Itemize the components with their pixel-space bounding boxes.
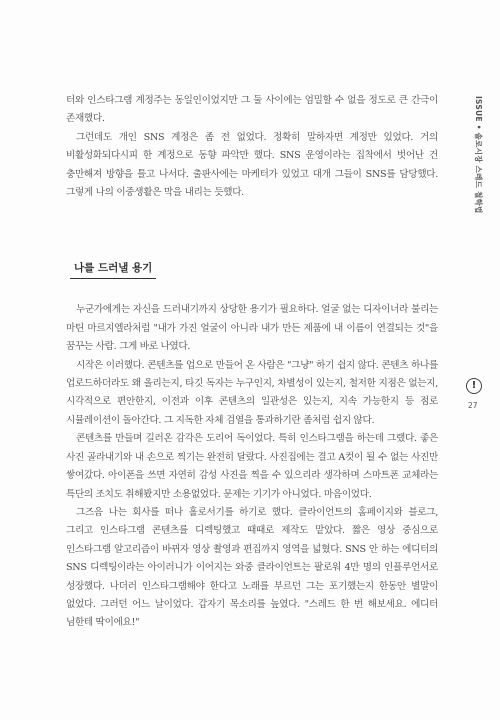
paragraph: 그런데도 개인 SNS 계정은 좀 전 없었다. 정확히 말하자면 계정만 있었다. 거의 비활성화되다시피 한 계정으로 동향 파악만 했다. SNS 운영이라는 집착에서 벗어난 건 충만해져 방향을 틀고 나서다. 출판사에는 마케터가 있었고 대개 그들이 SNS를 담당했다. 그렇게 나의 이중생활은 막을 내리는 듯했다. (66, 131, 438, 199)
paragraph: 시작은 이러했다. 콘텐츠를 업으로 만들어 온 사람은 "그냥" 하기 쉽지 않다. 콘텐츠 하나를 업로드하더라도 왜 올리는지, 타깃 독자는 누구인지, 차별성이 있는지, 철저한 지점은 없는지, 시각적으로 편안한지, 이전과 이후 콘텐츠의 일관성은 있는지, 지속 가능한지 등 점로 시뮬레이션이 돌아간다. 그 지독한 자체 검열을 통과하기란 좀처럼 쉽지 않다. (66, 359, 438, 426)
section-tab-label: ISSUE • 솔로시장 스레드 철학법 (474, 96, 483, 214)
exclamation-icon: ! (466, 378, 482, 394)
paragraph: 누군가에게는 자신을 드러내기까지 상당한 용기가 필요하다. 얼굴 없는 디자이너라 불리는 마틴 마르지엘라처럼 "내가 가진 얼굴이 아니라 내가 만든 제품에 내 이름이 연결되는 것"을 꿈꾸는 사람. 그게 바로 나였다. (66, 304, 438, 353)
section-tab (471, 96, 485, 216)
page-number: 27 (468, 401, 478, 410)
paragraph: 그즈음 나는 회사를 떠나 홀로서기를 하기로 했다. 클라이언트의 홈페이지와 블로그, 그리고 인스타그램 콘텐츠를 디렉팅했고 때때로 제작도 맡았다. 짧은 영상 중심으로 인스타그램 알고리즘이 바뀌자 영상 촬영과 편집까지 영역을 넓혔다. SNS 안 하는 에디터의 SNS 디렉팅이라는 아이러니가 이어지는 와중 클라이언트는 팔로워 4만 명의 인플루언서로 성장했다. 나더러 인스타그램해야 한다고 노래를 부르던 그는 포기했는지 한동안 별말이 없었다. 그러던 어느 날이었다. 갑자기 목소리를 높였다. "스레드 한 번 해보세요. 에디터 님한테 딱이에요!" (66, 506, 438, 629)
article-body (66, 92, 438, 633)
section-heading: 나를 드러낼 용기 (70, 260, 156, 279)
paragraph: 터와 인스타그램 계정주는 동일인이었지만 그 둘 사이에는 엄밀할 수 없을 정도로 큰 간극이 존재했다. (66, 95, 438, 125)
paragraph: 콘텐츠를 만들며 길러온 감각은 도리어 독이었다. 특히 인스타그램을 하는데 그랬다. 좋은 사진 골라내기와 내 손으로 찍기는 완전히 달랐다. 사진집에는 결고 A컷이 될 수 없는 사진만 쌓여갔다. 아이폰을 쓰면 자연히 감성 사진을 찍을 수 있으리라 생각하며 스마트폰 교체라는 특단의 조치도 취해봤지만 소용없었다. 문제는 기기가 아니었다. 마음이었다. (66, 433, 438, 500)
